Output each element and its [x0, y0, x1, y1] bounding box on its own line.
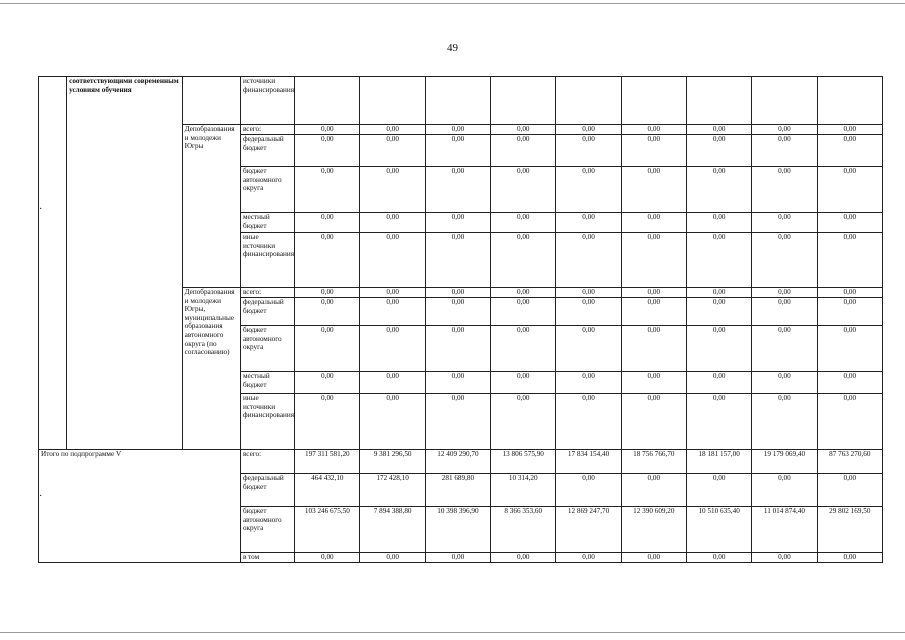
value-cell: 0,00 [817, 167, 882, 213]
table-row [39, 77, 883, 125]
value-cell: 17 834 154,40 [556, 450, 621, 474]
value-cell: 0,00 [556, 213, 621, 233]
value-cell: 0,00 [752, 553, 817, 563]
value-cell: 103 246 675,50 [295, 507, 360, 553]
value-cell: 0,00 [425, 372, 490, 394]
index-cell [39, 77, 67, 450]
value-cell: 0,00 [817, 213, 882, 233]
value-cell: 0,00 [425, 394, 490, 450]
value-cell: 0,00 [621, 394, 686, 450]
value-cell: 0,00 [295, 326, 360, 372]
value-cell: 0,00 [752, 167, 817, 213]
value-cell: 0,00 [556, 233, 621, 288]
value-cell: 0,00 [491, 167, 556, 213]
value-cell: 0,00 [686, 167, 751, 213]
value-cell: 0,00 [556, 394, 621, 450]
value-cell: 0,00 [360, 326, 425, 372]
value-cell: 0,00 [817, 553, 882, 563]
value-cell: 0,00 [360, 167, 425, 213]
value-cell: 0,00 [817, 394, 882, 450]
table-row [39, 450, 883, 474]
value-cell [360, 77, 425, 125]
value-cell: 0,00 [686, 394, 751, 450]
value-cell: 10 314,20 [491, 474, 556, 507]
value-cell: 0,00 [686, 233, 751, 288]
value-cell: 87 763 270,60 [817, 450, 882, 474]
value-cell: 0,00 [686, 135, 751, 167]
value-cell: 0,00 [295, 553, 360, 563]
value-cell: 0,00 [491, 135, 556, 167]
value-cell: 0,00 [425, 135, 490, 167]
value-cell: 0,00 [621, 474, 686, 507]
value-cell [621, 77, 686, 125]
value-cell [425, 77, 490, 125]
source-label: источники финансирования [240, 77, 294, 125]
value-cell: 0,00 [425, 125, 490, 135]
value-cell: 0,00 [295, 394, 360, 450]
value-cell: 0,00 [556, 326, 621, 372]
value-cell: 0,00 [556, 474, 621, 507]
value-cell: 9 381 296,50 [360, 450, 425, 474]
value-cell: 0,00 [360, 298, 425, 326]
value-cell [556, 77, 621, 125]
value-cell: 0,00 [752, 474, 817, 507]
value-cell: 0,00 [752, 213, 817, 233]
value-cell: 0,00 [817, 288, 882, 298]
value-cell: 0,00 [752, 372, 817, 394]
value-cell: 0,00 [360, 394, 425, 450]
value-cell: 0,00 [686, 125, 751, 135]
value-cell: 19 179 069,40 [752, 450, 817, 474]
value-cell: 0,00 [621, 326, 686, 372]
source-label: всего: [240, 125, 294, 135]
value-cell: 10 510 635,40 [686, 507, 751, 553]
value-cell: 0,00 [556, 125, 621, 135]
executor-cell: Депобразования и молодежи Югры, муниципальные образования автономного округа (по согласованию) [182, 288, 240, 450]
value-cell: 0,00 [686, 213, 751, 233]
value-cell: 0,00 [425, 288, 490, 298]
value-cell: 0,00 [360, 372, 425, 394]
value-cell: 0,00 [686, 298, 751, 326]
value-cell: 18 181 157,00 [686, 450, 751, 474]
value-cell: 0,00 [556, 372, 621, 394]
financing-table [38, 76, 883, 563]
source-label: федеральный бюджет [240, 135, 294, 167]
value-cell: 0,00 [491, 233, 556, 288]
scan-edge-top [0, 3, 905, 4]
value-cell: 0,00 [817, 326, 882, 372]
value-cell: 281 689,80 [425, 474, 490, 507]
value-cell: 0,00 [752, 394, 817, 450]
value-cell: 18 756 766,70 [621, 450, 686, 474]
source-label: бюджет автономного округа [240, 507, 294, 553]
value-cell: 0,00 [817, 233, 882, 288]
source-label: бюджет автономного округа [240, 167, 294, 213]
page-number: 49 [447, 42, 458, 54]
value-cell: 29 802 169,50 [817, 507, 882, 553]
value-cell: 0,00 [817, 474, 882, 507]
value-cell: 0,00 [752, 135, 817, 167]
value-cell: 0,00 [621, 288, 686, 298]
value-cell: 197 311 581,20 [295, 450, 360, 474]
value-cell: 0,00 [752, 125, 817, 135]
value-cell: 0,00 [425, 326, 490, 372]
source-label: иные источники финансирования [240, 233, 294, 288]
value-cell: 0,00 [686, 372, 751, 394]
executor-cell [182, 77, 240, 125]
value-cell: 0,00 [360, 553, 425, 563]
value-cell: 0,00 [360, 125, 425, 135]
value-cell: 0,00 [491, 298, 556, 326]
value-cell: 12 869 247,70 [556, 507, 621, 553]
value-cell: 0,00 [360, 135, 425, 167]
source-label: федеральный бюджет [240, 298, 294, 326]
value-cell: 0,00 [295, 298, 360, 326]
source-label: бюджет автономного округа [240, 326, 294, 372]
source-label: местный бюджет [240, 372, 294, 394]
value-cell: 0,00 [621, 372, 686, 394]
value-cell: 0,00 [621, 298, 686, 326]
source-label: федеральный бюджет [240, 474, 294, 507]
value-cell: 12 390 609,20 [621, 507, 686, 553]
value-cell: 172 428,10 [360, 474, 425, 507]
value-cell: 0,00 [491, 394, 556, 450]
value-cell [817, 77, 882, 125]
value-cell: 13 806 575,90 [491, 450, 556, 474]
value-cell: 0,00 [425, 298, 490, 326]
value-cell: 0,00 [556, 288, 621, 298]
value-cell: 0,00 [295, 135, 360, 167]
value-cell: 0,00 [360, 233, 425, 288]
total-title-cell: Итого по подпрограмме V [39, 450, 241, 563]
value-cell: 0,00 [556, 553, 621, 563]
task-name-cell: соответствующими современным условиям обучения [67, 77, 183, 450]
value-cell [686, 77, 751, 125]
value-cell: 10 398 396,90 [425, 507, 490, 553]
value-cell: 0,00 [752, 288, 817, 298]
value-cell [752, 77, 817, 125]
value-cell: 0,00 [295, 288, 360, 298]
value-cell: 0,00 [491, 553, 556, 563]
value-cell: 0,00 [817, 135, 882, 167]
value-cell: 0,00 [817, 298, 882, 326]
value-cell: 0,00 [817, 125, 882, 135]
source-label: местный бюджет [240, 213, 294, 233]
value-cell: 0,00 [491, 372, 556, 394]
value-cell: 0,00 [491, 326, 556, 372]
value-cell: 0,00 [360, 213, 425, 233]
value-cell: 0,00 [491, 288, 556, 298]
value-cell: 0,00 [425, 213, 490, 233]
value-cell: 0,00 [817, 372, 882, 394]
value-cell: 0,00 [686, 326, 751, 372]
source-label: всего: [240, 288, 294, 298]
value-cell: 0,00 [425, 553, 490, 563]
value-cell: 0,00 [686, 474, 751, 507]
value-cell: 0,00 [491, 125, 556, 135]
value-cell: 0,00 [686, 553, 751, 563]
value-cell: 0,00 [556, 298, 621, 326]
value-cell: 0,00 [295, 213, 360, 233]
value-cell: 0,00 [425, 167, 490, 213]
value-cell: 7 894 388,80 [360, 507, 425, 553]
value-cell: 0,00 [686, 288, 751, 298]
scan-edge-bottom [0, 632, 905, 633]
value-cell: 0,00 [752, 298, 817, 326]
value-cell: 0,00 [621, 135, 686, 167]
scan-mark: · [39, 204, 43, 215]
value-cell: 0,00 [556, 167, 621, 213]
value-cell: 11 014 874,40 [752, 507, 817, 553]
value-cell: 0,00 [491, 213, 556, 233]
value-cell: 0,00 [621, 125, 686, 135]
value-cell: 12 409 290,70 [425, 450, 490, 474]
scan-mark: · [39, 491, 43, 502]
source-label: всего: [240, 450, 294, 474]
value-cell: 0,00 [295, 233, 360, 288]
value-cell: 0,00 [621, 233, 686, 288]
source-label: в том [240, 553, 294, 563]
value-cell: 8 366 353,60 [491, 507, 556, 553]
value-cell: 0,00 [295, 167, 360, 213]
value-cell: 0,00 [621, 553, 686, 563]
value-cell: 0,00 [621, 167, 686, 213]
value-cell: 0,00 [295, 372, 360, 394]
value-cell: 0,00 [425, 233, 490, 288]
value-cell: 0,00 [360, 288, 425, 298]
value-cell: 464 432,10 [295, 474, 360, 507]
value-cell: 0,00 [752, 233, 817, 288]
value-cell: 0,00 [556, 135, 621, 167]
value-cell [295, 77, 360, 125]
value-cell [491, 77, 556, 125]
executor-cell: Депобразования и молодежи Югры [182, 125, 240, 288]
value-cell: 0,00 [621, 213, 686, 233]
value-cell: 0,00 [295, 125, 360, 135]
source-label: иные источники финансирования [240, 394, 294, 450]
value-cell: 0,00 [752, 326, 817, 372]
